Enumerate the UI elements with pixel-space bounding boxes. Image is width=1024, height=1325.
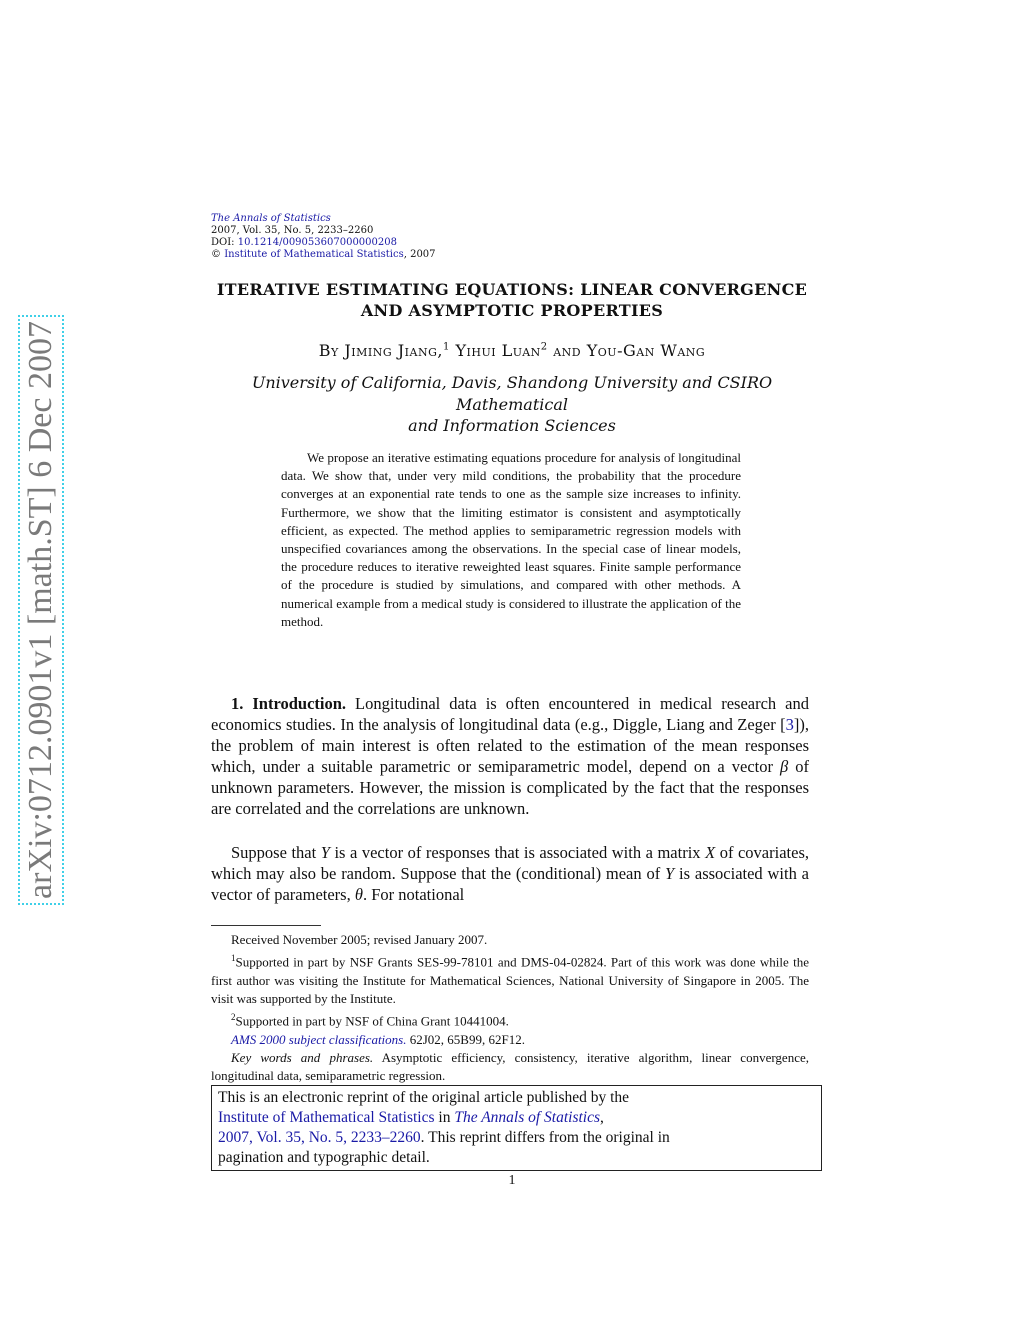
paper-title-line2: AND ASYMPTOTIC PROPERTIES: [360, 301, 664, 320]
keywords-text: Asymptotic efficiency, consistency, iterative algorithm, linear convergence, longitudinal data, semiparametric regression.: [211, 1049, 809, 1084]
ams-codes: 62J02, 65B99, 62F12.: [406, 1031, 525, 1047]
reprint-comma: ,: [600, 1109, 604, 1126]
math-beta: β: [780, 757, 789, 776]
citation-link[interactable]: 3: [785, 715, 794, 734]
intro-paragraph-2: [211, 842, 809, 905]
footnote-2-text: Supported in part by NSF of China Grant 10441004.: [235, 1013, 509, 1029]
journal-volume: 2007, Vol. 35, No. 5, 2233–2260: [211, 225, 374, 236]
keywords-label: Key words and phrases.: [231, 1049, 374, 1065]
author-sup1: 1: [442, 341, 450, 353]
section-heading: 1. Introduction.: [231, 694, 347, 713]
ams-link[interactable]: AMS 2000 subject classifications.: [231, 1031, 407, 1047]
footnote-2-marker: 2: [231, 1012, 236, 1023]
reprint-notice: [211, 1085, 822, 1171]
math-x: X: [705, 843, 716, 862]
journal-name-link[interactable]: The Annals of Statistics: [211, 213, 331, 224]
intro-text: is associated with a vector of parameters,: [211, 864, 809, 904]
annals-reprint-link[interactable]: The Annals of Statistics: [454, 1109, 601, 1126]
intro-text: is a vector of responses that is associated with a matrix: [329, 843, 706, 862]
footnote-1-text: Supported in part by NSF Grants SES-99-78101 and DMS-04-02824. Part of this work was done while the first author was visiting the Institute for Mathematical Sciences, National University of Singapore in 2005. The visit was supported by the Institute.: [211, 954, 809, 1006]
journal-header: [211, 213, 436, 261]
footnote-2: [211, 1008, 809, 1031]
reprint-text: . This reprint differs from the original in: [420, 1129, 670, 1146]
reprint-line3: [218, 1128, 815, 1148]
math-y: Y: [320, 843, 330, 862]
intro-text: ]), the problem of main interest is often related to the estimation of the mean responses which, under a suitable parametric or semiparametric model, depend on a vector: [211, 715, 809, 776]
arxiv-stamp: [18, 315, 64, 905]
footnotes: [211, 931, 809, 1085]
author-line: [200, 341, 824, 360]
footnote-rule: [211, 925, 321, 926]
affiliation-line2: Mathematical: [456, 395, 568, 414]
intro-text: of unknown parameters. However, the mission is complicated by the fact that the responses are correlated and the correlations are unknown.: [211, 757, 809, 818]
author-jiang: Jiming Jiang,: [344, 341, 443, 360]
copyright-icon: ©: [211, 249, 221, 260]
reprint-line1: This is an electronic reprint of the original article published by the: [218, 1089, 630, 1106]
intro-paragraph-1: [211, 693, 809, 819]
copyright-year: , 2007: [403, 249, 436, 260]
math-y: Y: [665, 864, 675, 883]
by-label: By: [318, 341, 339, 360]
author-sup2: 2: [540, 341, 548, 353]
reprint-line4: pagination and typographic detail.: [218, 1149, 430, 1166]
page-number: 1: [508, 1173, 516, 1188]
received-note: Received November 2005; revised January 2007.: [231, 932, 488, 947]
ims-link[interactable]: Institute of Mathematical Statistics: [224, 249, 404, 260]
intro-text: . For notational: [362, 885, 465, 904]
affiliation-line1: University of California, Davis, Shandong University and CSIRO: [251, 373, 773, 392]
volume-reprint-link[interactable]: 2007, Vol. 35, No. 5, 2233–2260: [218, 1129, 421, 1146]
arxiv-stamp-text: arXiv:0712.0901v1 [math.ST] 6 Dec 2007: [22, 321, 59, 899]
ims-reprint-link[interactable]: Institute of Mathematical Statistics: [218, 1109, 435, 1126]
reprint-in: in: [434, 1109, 455, 1126]
keywords: [211, 1049, 809, 1085]
reprint-line2: [218, 1108, 815, 1128]
footnote-1-marker: 1: [231, 953, 236, 964]
intro-text: Suppose that: [231, 843, 321, 862]
author-wang: You-Gan Wang: [586, 341, 706, 360]
abstract: We propose an iterative estimating equations procedure for analysis of longitudinal data. We show that, under very mild conditions, the probability that the procedure converges at an exponential rate tends to one as the sample size increases to infinity. Furthermore, we show that the limiting estimator is consistent and asymptotically efficient, as expected. The method applies to semiparametric regression models with unspecified covariances among the observations. In the special case of linear models, the procedure reduces to iterative reweighted least squares. Finite sample performance of the procedure is studied by simulations, and compared with other methods. A numerical example from a medical study is considered to illustrate the application of the method.: [281, 450, 741, 629]
and-label: and: [553, 341, 582, 360]
doi-link[interactable]: 10.1214/009053607000000208: [237, 237, 397, 248]
footnote-1: [211, 949, 809, 1008]
intro-text: Longitudinal data is often encountered in medical research and economics studies. In the analysis of longitudinal data (e.g., Diggle, Liang and Zeger [: [211, 694, 809, 734]
author-luan: Yihui Luan: [455, 341, 541, 360]
paper-title-line1: ITERATIVE ESTIMATING EQUATIONS: LINEAR CONVERGENCE: [216, 280, 808, 299]
doi-label: DOI:: [211, 237, 235, 248]
affiliation-line3: and Information Sciences: [408, 416, 616, 435]
math-theta: θ: [354, 885, 363, 904]
ams-classification: [211, 1031, 809, 1049]
intro-text: of covariates, which may also be random. Suppose that the (conditional) mean of: [211, 843, 809, 883]
